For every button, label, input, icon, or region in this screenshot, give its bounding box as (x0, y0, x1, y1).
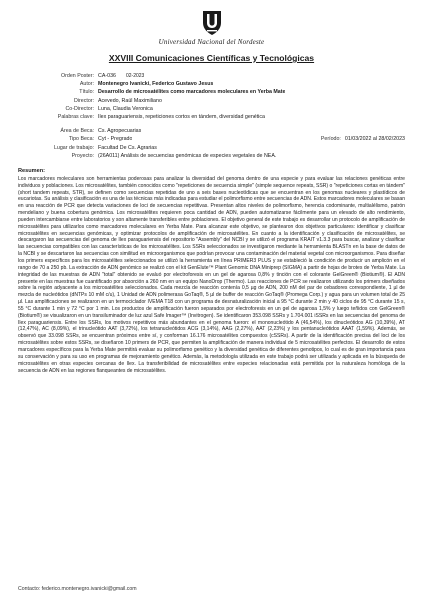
tipo-row (18, 135, 405, 143)
palabras-row (18, 113, 405, 121)
autor-label: Autor: (79, 81, 94, 88)
unne-shield-icon (201, 10, 223, 36)
university-name: Universidad Nacional del Nordeste (158, 38, 265, 46)
titulo-label: Título: (79, 89, 94, 96)
periodo-label: Período: (320, 136, 341, 143)
proyecto-label: Proyecto: (71, 152, 94, 159)
university-header (18, 8, 405, 46)
orden-row (18, 72, 405, 80)
palabras-label: Palabras clave: (57, 114, 94, 121)
titulo-row (18, 88, 405, 96)
orden-label: Orden Poster: (61, 73, 94, 79)
director-label: Director: (73, 97, 94, 104)
proyecto-row (18, 152, 405, 160)
director-value: Acevedo, Raúl Maximiliano (98, 97, 162, 104)
autor-row (18, 80, 405, 88)
codirector-value: Luna, Claudia Veronica (98, 105, 153, 112)
director-row (18, 97, 405, 105)
tipo-value: Cyt - Pregrado (98, 136, 133, 143)
abstract-section (18, 168, 405, 374)
orden-value: CA-036 (98, 73, 116, 79)
abstract-body: Los marcadores moleculares son herramientas poderosas para analizar la diversidad del genoma dentro de una especie y para evaluar las relaciones genéticas entre individuos y poblaciones. Los microsatélites, también conocidos como "repeticiones de secuencia simple" (simple sequence repeats, SSR) o "repeticiones cortas en tándem" (short tandem repeats, STR), se definen como secuencias repetidas de uno a seis bases nucleotídicas que se encuentran en los genomas nucleares y plastídicos de eucariotas. Su análisis y clasificación es una de las técnicas más indicadas para estudiar el polimorfismo entre secuencias de ADN. Estos marcadores moleculares se basan en una reacción de PCR que detecta variaciones de loci de secuencias repetitivas. Presentan altos niveles de polimorfismo, herencia codominante, multialélismo, patrón mendeliano y buena cobertura genómica. Los microsatélites requieren poca cantidad de ADN, pueden automatizarse fácilmente para un elevado de alto rendimiento, pueden intercambiarse entre laboratorios y son altamente transferibles entre poblaciones. El objetivo general de este trabajo es desarrollar un protocolo de amplificación de microsatélites para utilizarlos como marcadores moleculares en Yerba Mate. Para alcanzar este objetivo, se plantearon dos objetivos particulares: identificar y clasificar microsatélites en secuencias genómicas, y optimizar protocolos de amplificación de microsatélites. En cuanto a la identificación y clasificación de microsatélites, se descargaron las secuencias del genoma de Ilex paraguariensis del repositorio "Assembly" del NCBI y se utilizó el programa KRAIT v1.3.3 para buscar, analizar y clasificar las secuencias compatibles con las características de los microsatélites. Los SSRs seleccionados se investigaron mediante la herramienta BLASTn en la base de datos de la NCBI y se descartaron las secuencias con similitud en microorganismos que podrían provocar una contaminación del material vegetal con microorganismos. Para diseñar los primers específicos para los microsatélites seleccionados se utilizó la herramienta en línea PRIMER3 PLUS y se estableció la condición de producir un amplicón en el rango de 70 a 250 pb. La extracción de ADN genómico se realizó con el kit GenElute™ Plant Genomic DNA Miniprep (SIGMA) a partir de hojas de brotes de Yerba Mate. La integridad de las muestras de ADN "total" obtenido se evaluó por electroforesis en un gel de agarosa 0,8% y tinción con el colorante GelGreen® (Biotium®). El ADN presente en las muestras fue cuantificado por absorción a 260 nm en un equipo NanoDrop (Thermo). Las reacciones de PCR se realizaron utilizando los primers diseñados sobre la región adyacente a los microsatélites seleccionados. Cada mezcla de reacción contenía 0,5 µg de ADN, 200 nM del par de cebadores correspondiente, 1 µl de mezcla de nucleótidos (dNTPs 10 mM c/u), 1 Unidad de ADN polimerasa GoTaq®, 5 µl de buffer de reacción GoTaq® (Promega Corp.) y agua para un volumen total de 25 µl. Las amplificaciones se realizaron en un termociclador IVEMA T18 con un programa de desnaturalización inicial a 95 °C durante 2 min y 40 ciclos de 95 °C durante 15 s, 55 °C durante 1 min y 72 °C por 1 min. Los productos de amplificación fueron separados por electroforesis en un gel de agarosa 1,5% y luego teñidos con GelGreen® (Biotium®) se visualizaron en un transiluminador de luz azul Safe Imager™ (Invitrogen). Se identificaron 353.098 SSRs y 1.704.001 iSSRs en las secuencias del genoma de Ilex paraguariensis. Entre los SSRs, los motivos repetitivos más abundantes en el genoma fueron: el mononucleótido A (46,54%), los dinucleótidos AG (10,39%), AT (12,47%), AC (8,09%), el trinucleótido AAT (3,72%), los tetranucleótidos ACG (3,14%), AAG (2,27%), AAT (2,23%) y los pentanucleótidos AAAT (1,59%). Además, se observó que 33.098 SSRs, se encuentran próximos entre sí, y conforman 16.176 microsatélites compuestos (cSSRs). A partir de la identificación precisa del loci de los microsatélites sobre estos SSRs, se diseñaron 10 primers de PCR, que permiten la amplificación de manera individual de 5 microsatélites perfectos. El desarrollo de estos marcadores específicos para la Yerba Mate permitirá evaluar su polimorfismo genético y la diversidad genética de diferentes genotipos, lo cual es de gran importancia para su conservación y para su uso en programas de mejoramiento genético. Además, la metodología utilizada en este trabajo podrá ser utilizada y aplicada en la búsqueda de microsatélites en otras especies cercanas de Ilex. La transferibilidad de microsatélites entre especies relacionadas está permitida por la naturaleza homóloga de la secuencia de ADN en las regiones flanqueantes de microsatélites. (18, 175, 405, 374)
autor-value: Montenegro Ivanicki, Federico Gustavo Jesus (98, 81, 214, 88)
conference-title: XXVIII Comunicaciones Científicas y Tecnológicas (108, 53, 315, 63)
area-label: Área de Beca: (60, 128, 94, 135)
area-row (18, 127, 405, 135)
lugar-value: Facultad De Cs. Agrarias (98, 144, 157, 151)
codirector-label: Co-Director: (65, 105, 94, 112)
tipo-label: Tipo Beca: (68, 136, 94, 143)
lugar-row (18, 144, 405, 152)
abstract-title: Resumen: (18, 168, 46, 175)
area-value: Cs. Agropecuarias (98, 128, 142, 135)
codirector-row (18, 105, 405, 113)
lugar-label: Lugar de trabajo: (53, 144, 94, 151)
periodo-value: 01/03/2022 al 28/02/2023 (344, 136, 405, 143)
orden-extra: 02-2023 (125, 73, 145, 79)
metadata-block (18, 72, 405, 160)
periodo-block (321, 135, 405, 143)
proyecto-value: (26A011) Análisis de secuencias genómicas de especies vegetales de NEA. (98, 152, 277, 159)
titulo-value: Desarrollo de microsatélites como marcadores moleculares en Yerba Mate (98, 89, 286, 96)
palabras-value: Ilex paraguariensis, repeticiones cortos en tándem, diversidad genética (98, 114, 265, 121)
contact-footer: Contacto: federico.montenegro.ivanicki@gmail.com (18, 586, 137, 592)
